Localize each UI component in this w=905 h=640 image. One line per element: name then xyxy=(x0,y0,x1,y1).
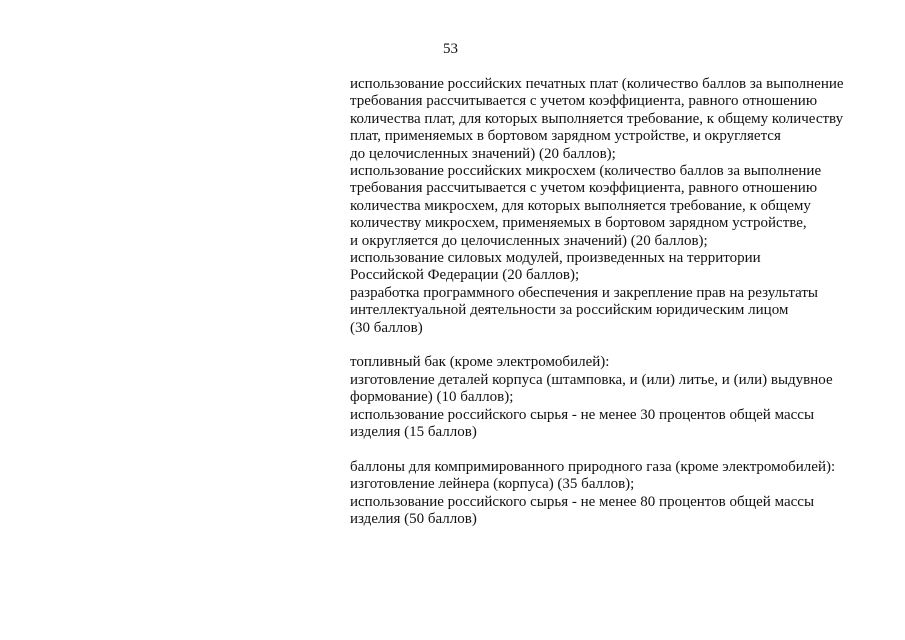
text-line: формование) (10 баллов); xyxy=(350,389,514,406)
page-number: 53 xyxy=(443,41,458,57)
text-line: топливный бак (кроме электромобилей): xyxy=(350,354,610,371)
text-line: использование российских микросхем (количество баллов за выполнение xyxy=(350,163,822,180)
text-line: плат, применяемых в бортовом зарядном устройстве, и округляется xyxy=(350,128,781,145)
text-line: и округляется до целочисленных значений) (20 баллов); xyxy=(350,232,708,249)
text-line: изделия (50 баллов) xyxy=(350,511,477,528)
paragraph-onboard-charger xyxy=(350,76,870,337)
paragraph-cng-cylinders xyxy=(350,459,870,529)
text-line: до целочисленных значений) (20 баллов); xyxy=(350,145,616,162)
text-line: изготовление лейнера (корпуса) (35 баллов); xyxy=(350,476,635,493)
paragraph-fuel-tank xyxy=(350,354,870,441)
text-line: использование российских печатных плат (количество баллов за выполнение xyxy=(350,76,844,92)
text-line: интеллектуальной деятельности за российским юридическим лицом xyxy=(350,302,789,319)
text-line: изделия (15 баллов) xyxy=(350,424,477,441)
document-body xyxy=(350,76,870,529)
text-line: Российской Федерации (20 баллов); xyxy=(350,267,580,284)
text-line: требования рассчитывается с учетом коэффициента, равного отношению xyxy=(350,180,818,197)
text-line: разработка программного обеспечения и закрепление прав на результаты xyxy=(350,284,818,301)
text-line: количеству микросхем, применяемых в бортовом зарядном устройстве, xyxy=(350,215,807,232)
text-line: использование силовых модулей, произведенных на территории xyxy=(350,250,761,267)
text-line: использование российского сырья - не менее 80 процентов общей массы xyxy=(350,493,815,510)
text-line: (30 баллов) xyxy=(350,319,423,336)
text-line: использование российского сырья - не менее 30 процентов общей массы xyxy=(350,406,815,423)
text-line: изготовление деталей корпуса (штамповка, и (или) литье, и (или) выдувное xyxy=(350,371,833,388)
text-line: требования рассчитывается с учетом коэффициента, равного отношению xyxy=(350,93,818,110)
text-line: количества микросхем, для которых выполняется требование, к общему xyxy=(350,197,811,214)
text-line: количества плат, для которых выполняется требование, к общему количеству xyxy=(350,110,844,127)
text-line: баллоны для компримированного природного газа (кроме электромобилей): xyxy=(350,458,836,475)
